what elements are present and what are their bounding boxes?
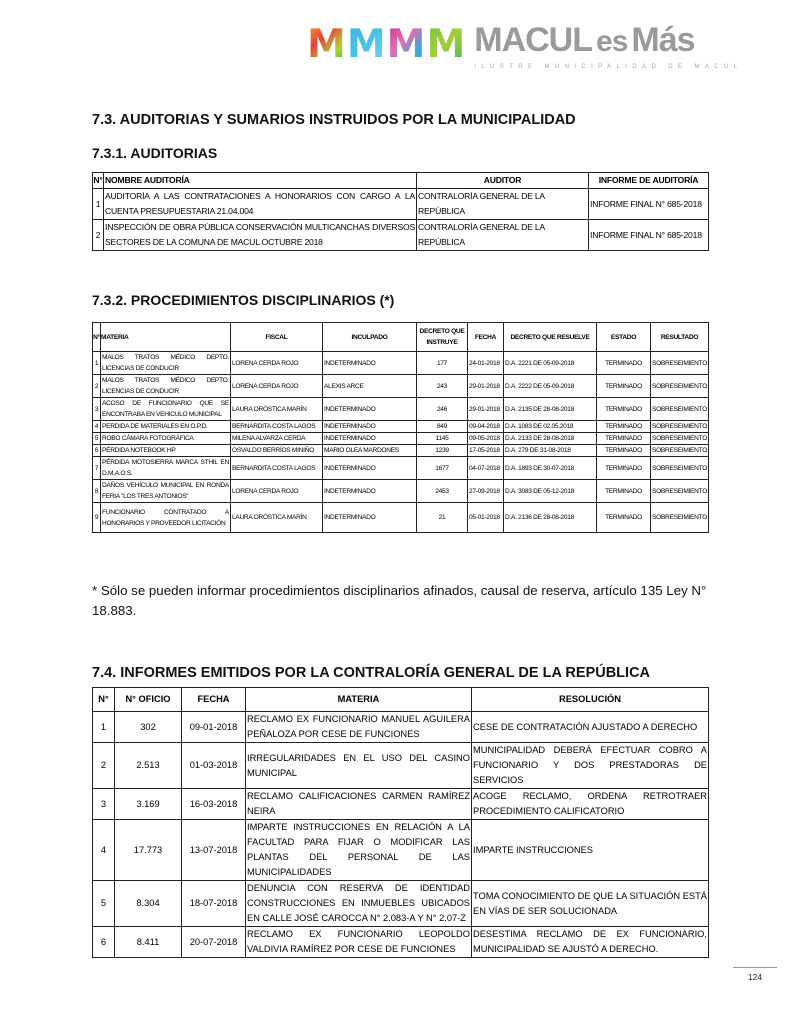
cell-fiscal: BERNARDITA COSTA LAGOS [231,457,323,480]
cell-fiscal: LAURA ORÓSTICA MARÍN [231,398,323,421]
section-heading-7-3: 7.3. AUDITORIAS Y SUMARIOS INSTRUIDOS POR LA MUNICIPALIDAD [92,112,576,128]
col-header-decreto-resuelve: DECRETO QUE RESUELVE [504,323,597,352]
table-row [93,712,709,743]
cell-resolucion: CESE DE CONTRATACIÓN AJUSTADO A DERECHO [472,712,709,743]
cell-resuelve: D.A. 1083 DE 02.05.2018 [504,421,597,433]
cell-materia: FUNCIONARIO CONTRATADO A HONORARIOS Y PROVEEDOR LICITACIÓN [101,503,231,533]
col-header-auditor: AUDITOR [417,173,589,189]
cell-materia: DENUNCIA CON RESERVA DE IDENTIDAD CONSTRUCCIONES EN INMUEBLES UBICADOS EN CALLE JOSÉ CAROCCA N° 2.083-A Y N° 2.07-Z [246,881,472,927]
cell-fecha: 16-03-2018 [182,789,246,820]
cell-resuelve: D.A. 2136 DE 28-08-2018 [504,503,597,533]
cell-decreto: 2453 [417,480,468,503]
col-header-estado: ESTADO [597,323,651,352]
cell-oficio: 302 [115,712,182,743]
cell-fecha: 20-07-2018 [182,927,246,958]
col-header-decreto-instruye: DECRETO QUE INSTRUYE [417,323,468,352]
col-header-inculpado: INCULPADO [323,323,417,352]
cell-decreto: 849 [417,421,468,433]
table-header-row [93,688,709,712]
cell-n: 2 [93,220,104,251]
cell-n: 7 [93,457,101,480]
page-number: 124 [747,972,763,982]
cell-fecha: 01-03-2018 [182,743,246,789]
cell-resultado: SOBRESEIMIENTO [651,445,709,457]
cell-n: 5 [93,881,115,927]
cell-n: 6 [93,445,101,457]
cell-n: 4 [93,820,115,881]
brand-name-mas: Más [631,21,695,59]
table-row [93,927,709,958]
table-row [93,398,709,421]
table-row [93,743,709,789]
cell-materia: ACOSO DE FUNCIONARIO QUE SE ENCONTRABA EN VEHICULO MUNICIPAL [101,398,231,421]
col-header-n: N° [93,323,101,352]
cell-materia: ROBO CÁMARA FOTOGRÁFICA [101,433,231,445]
col-header-informe: INFORME DE AUDITORÍA [589,173,709,189]
cell-resuelve: D.A. 2221 DE 05-09-2018 [504,352,597,375]
brand-tagline: ILUSTRE MUNICIPALIDAD DE MACUL [474,64,743,70]
table-header-row [93,323,709,352]
cell-fecha: 17-05-2018 [468,445,504,457]
table-row [93,820,709,881]
cell-decreto: 1677 [417,457,468,480]
cell-estado: TERMINADO [597,445,651,457]
cell-materia: DAÑOS VEHÍCULO MUNICIPAL EN RONDA FERIA "LOS TRES ANTONIOS" [101,480,231,503]
table-row [93,421,709,433]
col-header-nombre: NOMBRE AUDITORÍA [104,173,417,189]
table-row [93,433,709,445]
cell-oficio: 2.513 [115,743,182,789]
cell-n: 1 [93,712,115,743]
cell-inculpado: INDETERMINADO [323,480,417,503]
cell-decreto: 1239 [417,445,468,457]
cell-resultado: SOBRESEIMIENTO [651,352,709,375]
cell-n: 4 [93,421,101,433]
cell-decreto: 177 [417,352,468,375]
cell-oficio: 17.773 [115,820,182,881]
table-row [93,220,709,251]
section-heading-7-3-1: 7.3.1. AUDITORIAS [92,145,218,161]
cell-estado: TERMINADO [597,375,651,398]
cell-materia: MALOS TRATOS MÉDICO DEPTO. LICENCIAS DE CONDUCIR [101,375,231,398]
section-heading-7-3-2: 7.3.2. PROCEDIMIENTOS DISCIPLINARIOS (*) [92,292,395,308]
macul-logo [307,22,743,72]
cell-resuelve: D.A. 3083 DE 05-12-2018 [504,480,597,503]
cell-fiscal: OSVALDO BERRÍOS MINIÑO [231,445,323,457]
cell-resultado: SOBRESEIMIENTO [651,457,709,480]
page-number-rule [733,967,777,968]
table-row [93,445,709,457]
cell-decreto: 246 [417,398,468,421]
cell-informe: INFORME FINAL N° 685-2018 [589,220,709,251]
mmmm-logo-mark [307,22,465,67]
cell-n: 9 [93,503,101,533]
cell-n: 1 [93,352,101,375]
cell-inculpado: ALEXIS ARCE [323,375,417,398]
cell-auditor: CONTRALORÍA GENERAL DE LA REPÚBLICA [417,220,589,251]
table-row [93,352,709,375]
cell-resultado: SOBRESEIMIENTO [651,375,709,398]
cell-fiscal: LORENA CERDA ROJO [231,480,323,503]
cell-fecha: 05-01-2018 [468,503,504,533]
cell-fecha: 04-07-2018 [468,457,504,480]
cell-resuelve: D.A. 2133 DE 28-08-2018 [504,433,597,445]
cell-fecha: 09-04-2018 [468,421,504,433]
cell-estado: TERMINADO [597,480,651,503]
brand-name [474,22,742,60]
table-row [93,881,709,927]
cell-materia: IMPARTE INSTRUCCIONES EN RELACIÓN A LA FACULTAD PARA FIJAR O MODIFICAR LAS PLANTAS DEL PERSONAL DE LAS MUNICIPALIDADES [246,820,472,881]
table-row [93,189,709,220]
cell-fiscal: LORENA CERDA ROJO [231,375,323,398]
informes-table [92,687,709,958]
cell-fiscal: BERNARDITA COSTA LAGOS [231,421,323,433]
cell-resultado: SOBRESEIMIENTO [651,503,709,533]
cell-oficio: 8.411 [115,927,182,958]
cell-fecha: 27-09-2018 [468,480,504,503]
cell-resolucion: MUNICIPALIDAD DEBERÁ EFECTUAR COBRO A FUNCIONARIO Y DOS PRESTADORAS DE SERVICIOS [472,743,709,789]
col-header-resolucion: RESOLUCIÓN [472,688,709,712]
cell-n: 2 [93,375,101,398]
cell-n: 8 [93,480,101,503]
cell-fecha: 09-01-2018 [182,712,246,743]
cell-fecha: 13-07-2018 [182,820,246,881]
cell-auditor: CONTRALORÍA GENERAL DE LA REPÚBLICA [417,189,589,220]
cell-resolucion: IMPARTE INSTRUCCIONES [472,820,709,881]
table-row [93,375,709,398]
brand-name-es: es [596,25,628,58]
cell-n: 2 [93,743,115,789]
cell-materia: PÉRDIDA NOTEBOOK HP [101,445,231,457]
cell-materia: PÉRDIDA MOTOSIERRA MARCA STHIL EN D.M.A.O.S. [101,457,231,480]
cell-inculpado: INDETERMINADO [323,503,417,533]
cell-materia: RECLAMO EX FUNCIONARIO LEOPOLDO VALDIVIA RAMÍREZ POR CESE DE FUNCIONES [246,927,472,958]
cell-resolucion: TOMA CONOCIMIENTO DE QUE LA SITUACIÓN ESTÁ EN VÍAS DE SER SOLUCIONADA [472,881,709,927]
section-heading-7-4: 7.4. INFORMES EMITIDOS POR LA CONTRALORÍA GENERAL DE LA REPÚBLICA [92,665,651,681]
table-header-row [93,173,709,189]
cell-fecha: 24-01-2018 [468,352,504,375]
cell-estado: TERMINADO [597,421,651,433]
col-header-n: N° [93,688,115,712]
logo-letter: M [386,22,425,67]
cell-resuelve: D.A. 2135 DE 28-08-2018 [504,398,597,421]
cell-nombre: AUDITORÍA A LAS CONTRATACIONES A HONORARIOS CON CARGO A LA CUENTA PRESUPUESTARIA 21.04.004 [104,189,417,220]
cell-decreto: 21 [417,503,468,533]
cell-fiscal: LAURA ORÓSTICA MARÍN [231,503,323,533]
cell-materia: PERDIDA DE MATERIALES EN O.P.D. [101,421,231,433]
cell-n: 3 [93,789,115,820]
cell-inculpado: INDETERMINADO [323,352,417,375]
cell-inculpado: MARIO OLEA MARDONES [323,445,417,457]
cell-resuelve: D.A. 2222 DE 05-09-2018 [504,375,597,398]
brand-text [474,22,742,70]
cell-n: 6 [93,927,115,958]
cell-fecha: 18-07-2018 [182,881,246,927]
cell-nombre: INSPECCIÓN DE OBRA PÚBLICA CONSERVACIÓN MULTICANCHAS DIVERSOS SECTORES DE LA COMUNA DE MACUL OCTUBRE 2018 [104,220,417,251]
brand-name-main: MACUL [474,21,593,59]
cell-n: 3 [93,398,101,421]
cell-resultado: SOBRESEIMIENTO [651,480,709,503]
procedimientos-table [92,322,709,533]
logo-letter: M [307,22,345,67]
cell-estado: TERMINADO [597,398,651,421]
cell-oficio: 8.304 [115,881,182,927]
cell-fecha: 09-05-2018 [468,433,504,445]
cell-n: 5 [93,433,101,445]
col-header-n: N° [93,173,104,189]
cell-materia: RECLAMO CALIFICACIONES CARMEN RAMÍREZ NEIRA [246,789,472,820]
cell-resuelve: D.A. 279 DE 31-08-2018 [504,445,597,457]
cell-estado: TERMINADO [597,433,651,445]
logo-letter: M [346,22,385,67]
cell-materia: MALOS TRATOS MÉDICO DEPTO. LICENCIAS DE CONDUCIR [101,352,231,375]
footnote: * Sólo se pueden informar procedimientos disciplinarios afinados, causal de reserva, artículo 135 Ley N° 18.883. [92,583,707,618]
cell-inculpado: INDETERMINADO [323,398,417,421]
col-header-resultado: RESULTADO [651,323,709,352]
cell-materia: IRREGULARIDADES EN EL USO DEL CASINO MUNICIPAL [246,743,472,789]
table-row [93,480,709,503]
cell-fiscal: MILENA ALVARZA CERDA [231,433,323,445]
table-row [93,789,709,820]
cell-estado: TERMINADO [597,503,651,533]
cell-resolucion: DESESTIMA RECLAMO DE EX FUNCIONARIO, MUNICIPALIDAD SE AJUSTÓ A DERECHO. [472,927,709,958]
cell-n: 1 [93,189,104,220]
table-row [93,503,709,533]
col-header-oficio: N° OFICIO [115,688,182,712]
cell-resolucion: ACOGE RECLAMO, ORDENA RETROTRAER PROCEDIMIENTO CALIFICATORIO [472,789,709,820]
col-header-fecha: FECHA [468,323,504,352]
cell-materia: RECLAMO EX FUNCIONARIO MANUEL AGUILERA PEÑALOZA POR CESE DE FUNCIONES [246,712,472,743]
cell-fecha: 29-01-2018 [468,398,504,421]
cell-inculpado: INDETERMINADO [323,433,417,445]
cell-fiscal: LORENA CERDA ROJO [231,352,323,375]
col-header-fecha: FECHA [182,688,246,712]
cell-informe: INFORME FINAL N° 685-2018 [589,189,709,220]
cell-resultado: SOBRESEIMIENTO [651,433,709,445]
col-header-materia: MATERIA [101,323,231,352]
cell-resultado: SOBRESEIMIENTO [651,398,709,421]
cell-decreto: 243 [417,375,468,398]
table-row [93,457,709,480]
cell-inculpado: INDETERMINADO [323,457,417,480]
cell-fecha: 29-01-2018 [468,375,504,398]
cell-estado: TERMINADO [597,352,651,375]
auditorias-table [92,172,709,251]
col-header-fiscal: FISCAL [231,323,323,352]
logo-letter: M [426,22,465,67]
cell-oficio: 3.169 [115,789,182,820]
col-header-materia: MATERIA [246,688,472,712]
cell-resultado: SOBRESEIMIENTO [651,421,709,433]
cell-estado: TERMINADO [597,457,651,480]
cell-inculpado: INDETERMINADO [323,421,417,433]
cell-resuelve: D.A. 1893 DE 30-07-2018 [504,457,597,480]
cell-decreto: 1145 [417,433,468,445]
